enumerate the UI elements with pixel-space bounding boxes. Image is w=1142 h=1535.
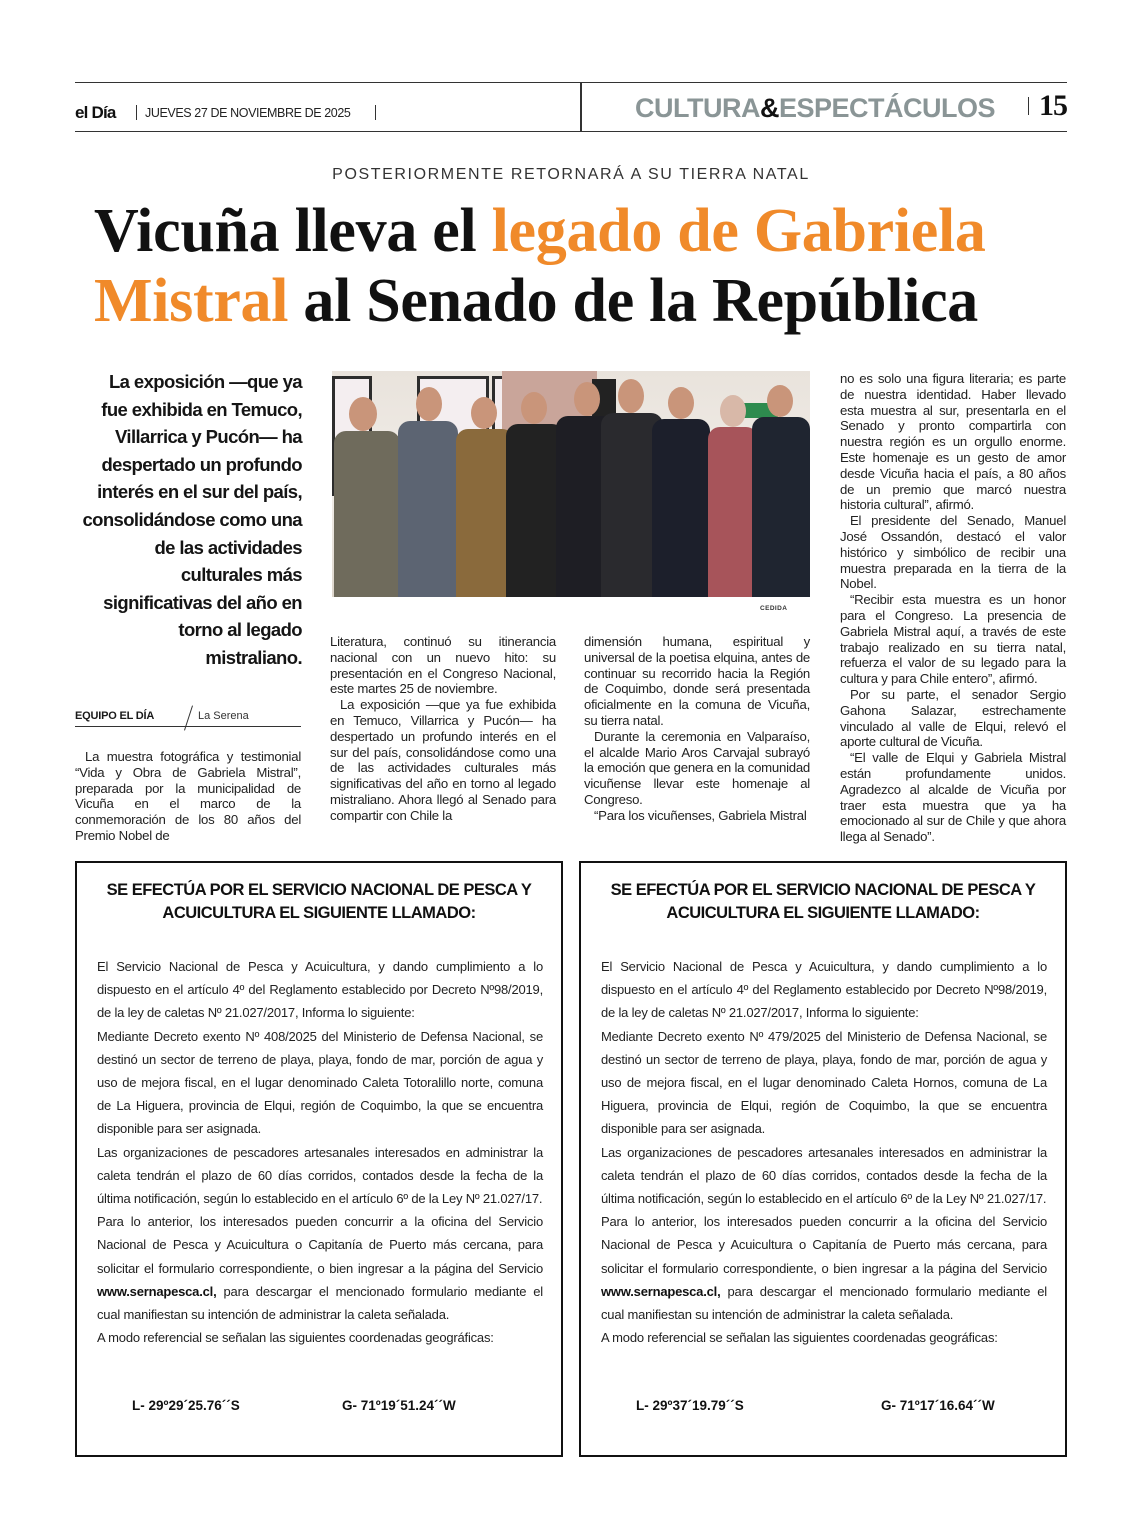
article-column-3 [584,634,810,824]
page-header [75,82,1067,132]
sernapesca-link[interactable]: www.sernapesca.cl, [97,1283,217,1299]
public-notice-hornos [579,861,1067,1457]
notice-paragraph [601,1210,1047,1326]
paragraph: dimensión humana, espiritual y universal de la poetisa elquina, antes de continuar su recorrido hacia la Región de Coquimbo, donde será presentada oficialmente en la comuna de Vicuña, su tierra natal. [584,634,810,728]
person [394,387,462,597]
separator [136,105,137,120]
section-title-amp: & [759,93,779,123]
notice-paragraph [97,1210,543,1326]
separator [1028,97,1029,115]
article-column-2 [330,634,556,824]
byline [75,707,301,727]
notice-paragraph: A modo referencial se señalan las siguientes coordenadas geográficas: [601,1330,998,1346]
paragraph: no es solo una figura literaria; es parte de nuestra identidad. Haber llevado esta muestra al sur, presentarla en el Senado y pronto compartirla con nuestra región es un orgullo enorme. Este homenaje es un gesto de amor desde Vicuña hacia el país, a 80 años de un premio que marcó nuestra historia cultural”, afirmó. [840,371,1066,513]
longitude: G- 71º19´51.24´´W [342,1398,456,1413]
article-headline [94,196,1084,336]
byline-slash [184,705,193,730]
paragraph: “Recibir esta muestra es un honor para el Congreso. La presencia de Gabriela Mistral aquí, a través de este trabajo realizado en su tierra natal, refuerza el valor de su legado para la cultura y para Chile entero”, afirmó. [840,592,1066,687]
headline-part2: al Senado de la República [288,267,978,335]
notice-text: Para lo anterior, los interesados pueden concurrir a la oficina del Servicio Nacional de Pesca y Acuicultura o Capitanía de Puerto más cercana, para solicitar el formulario correspondiente, o bien ingresar a la página del Servicio [97,1214,543,1276]
paragraph: “El valle de Elqui y Gabriela Mistral están profundamente unidos. Agradezco al alcalde de Vicuña por traer esta muestra que ya ha emocionado al sur de Chile y que ahora llega al Senado”. [840,750,1066,845]
paragraph: La exposición —que ya fue exhibida en Temuco, Villarrica y Pucón— ha despertado un profundo interés en el sur del país, consolidándose como una de las actividades culturales más significativas del año en torno al legado mistraliano. Ahora llegó al Senado para compartir con Chile la [330,697,556,823]
byline-place: La Serena [198,710,249,722]
article-column-4 [840,371,1066,845]
article-kicker: POSTERIORMENTE RETORNARÁ A SU TIERRA NATAL [332,166,810,183]
notice-text: para descargar el mencionado formulario mediante el cual manifiestan su intención de administrar la caleta señalada. [97,1283,543,1323]
notice-paragraph: Las organizaciones de pescadores artesanales interesados en administrar la caleta tendrán el plazo de 60 días corridos, contados desde la fecha de la última notificación, según lo establecido en el artículo 6º de la Ley Nº 21.027/17. [601,1144,1047,1207]
photo-credit: CEDIDA [760,605,788,612]
headline-part1: Vicuña lleva el [94,197,492,265]
separator [375,105,376,120]
notice-body [601,955,1047,1349]
paragraph: “Para los vicuñenses, Gabriela Mistral [594,807,807,823]
paragraph: Durante la ceremonia en Valparaíso, el alcalde Mario Aros Carvajal subrayó la emoción que genera en la comunidad vicuñense llevar este homenaje al Congreso. [584,728,810,807]
notice-paragraph: Mediante Decreto exento Nº 479/2025 del Ministerio de Defensa Nacional, se destinó un sector de terreno de playa, playa, fondo de mar, porción de agua y uso de mejora fiscal, en el lugar denominado Caleta Hornos, comuna de La Higuera, provincia de Elqui, región de Coquimbo, la que se encuentra disponible para ser asignada. [601,1028,1047,1137]
headline-accent2: Mistral [94,267,289,335]
notice-paragraph: El Servicio Nacional de Pesca y Acuicultura, y dando cumplimiento a lo dispuesto en el artículo 4º del Reglamento establecido por Decreto Nº98/2019, de la ley de caletas Nº 21.027/2017, Informa lo siguiente: [97,959,543,1021]
header-divider [580,83,582,131]
notice-paragraph: Mediante Decreto exento Nº 408/2025 del Ministerio de Defensa Nacional, se destinó un sector de terreno de playa, playa, fondo de mar, porción de agua y uso de mejora fiscal, en el lugar denominado Caleta Totoralillo norte, comuna de La Higuera, provincia de Elqui, región de Coquimbo, la que se encuentra disponible para ser asignada. [97,1028,543,1137]
article-photo [332,371,810,597]
notice-paragraph: Las organizaciones de pescadores artesanales interesados en administrar la caleta tendrán el plazo de 60 días corridos, contados desde la fecha de la última notificación, según lo establecido en el artículo 6º de la Ley Nº 21.027/17. [97,1144,543,1207]
sernapesca-link[interactable]: www.sernapesca.cl, [601,1283,721,1299]
section-title [635,93,995,124]
section-title-part1: CULTURA [634,93,760,123]
public-notice-totoralillo [75,861,563,1457]
paragraph: La muestra fotográfica y testimonial “Vida y Obra de Gabriela Mistral”, preparada por la municipalidad de Vicuña en el marco de la conmemoración de los 80 años del Premio Nobel de [75,749,301,843]
paragraph: Por su parte, el senador Sergio Gahona Salazar, estrechamente vinculado al valle de Elqui, relevó el aporte cultural de Vicuña. [840,686,1066,750]
latitude: L- 29º29´25.76´´S [132,1398,240,1413]
notice-text: para descargar el mencionado formulario mediante el cual manifiestan su intención de administrar la caleta señalada. [601,1283,1047,1323]
notice-body [97,955,543,1349]
notice-text: Para lo anterior, los interesados pueden concurrir a la oficina del Servicio Nacional de Pesca y Acuicultura o Capitanía de Puerto más cercana, para solicitar el formulario correspondiente, o bien ingresar a la página del Servicio [601,1214,1047,1276]
notice-paragraph: El Servicio Nacional de Pesca y Acuicultura, y dando cumplimiento a lo dispuesto en el artículo 4º del Reglamento establecido por Decreto Nº98/2019, de la ley de caletas Nº 21.027/2017, Informa lo siguiente: [601,959,1047,1021]
masthead-logo: el Día [75,103,116,122]
person [332,397,402,597]
issue-date: JUEVES 27 DE NOVIEMBRE DE 2025 [145,106,351,120]
notice-title: SE EFECTÚA POR EL SERVICIO NACIONAL DE PESCA Y ACUICULTURA EL SIGUIENTE LLAMADO: [610,881,1036,922]
page-number: 15 [1039,89,1067,122]
byline-author: EQUIPO EL DÍA [75,710,155,722]
person [650,387,712,597]
headline-accent1: legado de Gabriela [491,197,986,265]
notice-title: SE EFECTÚA POR EL SERVICIO NACIONAL DE PESCA Y ACUICULTURA EL SIGUIENTE LLAMADO: [106,881,532,922]
article-lede: La exposición —que ya fue exhibida en Temuco, Villarrica y Pucón— ha despertado un profundo interés en el sur del país, consolidándose como una de las actividades culturales más significativas del año en torno al legado mistraliano. [82,371,302,668]
section-title-part2: ESPECTÁCULOS [778,93,995,123]
article-column-1 [75,749,301,844]
notice-paragraph: A modo referencial se señalan las siguientes coordenadas geográficas: [97,1330,494,1346]
paragraph: Literatura, continuó su itinerancia nacional con un nuevo hito: su presentación en el Congreso Nacional, este martes 25 de noviembre. [330,634,556,697]
person [750,385,810,597]
longitude: G- 71º17´16.64´´W [881,1398,995,1413]
paragraph: El presidente del Senado, Manuel José Ossandón, destacó el valor histórico y simbólico de recibir una muestra preparada en la tierra de la Nobel. [840,513,1066,592]
latitude: L- 29º37´19.79´´S [636,1398,744,1413]
